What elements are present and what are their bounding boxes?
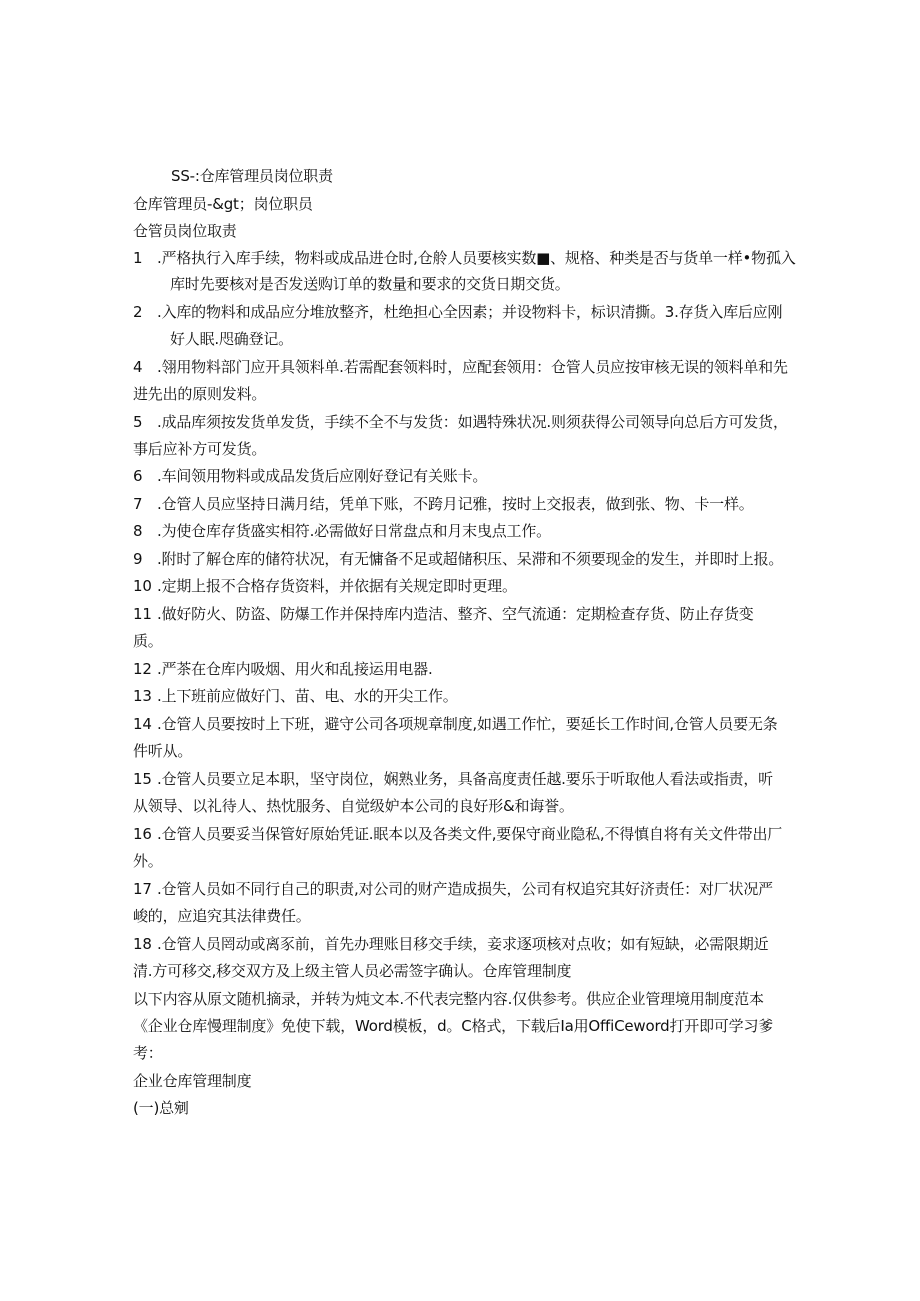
item-number: 4: [133, 358, 143, 376]
item-text: .仓管人员要立足本职，坚守岗位，娴熟业务，具备高度责任越.要乐于听取他人看法或指责，听: [157, 770, 773, 788]
item-text: .仓管人员要按时上下班，避守公司各项规章制度,如遇工作忙，要延长工作时间,仓管人员要无条: [157, 715, 778, 733]
item-text: .入库的物料和成品应分堆放整齐，杜绝担心全因素；并设物料卡，标识清撕。3.存货入库后应刚: [157, 303, 783, 321]
item-text: .为使仓库存货盛实相符.必需做好日常盘点和月末曳点工作。: [157, 522, 551, 540]
item-number: 11: [133, 605, 152, 623]
notice-line: 《企业仓库慢理制度》免使下载，Word模板，d。C格式，下载后Ia用OffiCeword打开即可学习爹: [133, 1017, 774, 1035]
item-text-continued: 峻的，应追究其法律费任。: [133, 907, 311, 925]
item-number: 2: [133, 303, 143, 321]
item-number: 17: [133, 880, 152, 898]
item-number: 14: [133, 715, 152, 733]
item-text: .定期上报不合格存货资料，并依据有关规定即时更理。: [157, 577, 517, 595]
item-text-continued: 库时先要核对是否发送购订单的数量和要求的交货日期交货。: [170, 275, 570, 293]
item-number: 7: [133, 495, 143, 513]
item-number: 9: [133, 550, 143, 568]
item-text: .成品库须按发货单发货，手续不全不与发货：如遇特殊状况.则须获得公司领导向总后方可发货，: [157, 413, 788, 431]
doc-subtitle: 仓库管理员-&gt；岗位职员: [133, 195, 313, 213]
item-text: .仓管人员罔动或离豕前，首先办理账目移交手续，妾求逐项核对点收；如有短缺，必需限期近: [157, 935, 769, 953]
item-number: 6: [133, 467, 143, 485]
list-item: [133, 357, 788, 377]
item-number: 5: [133, 413, 143, 431]
item-text-continued: 件听从。: [133, 742, 193, 760]
item-text: .仓管人员要妥当保管好原始凭证.眠本以及各类文件,要保守商业隐私,不得慎自将有关文件带出厂: [157, 825, 783, 843]
list-item: [133, 576, 517, 596]
item-text: .仓管人员如不同行自己的职责,对公司的财产造成损失，公司有权追究其好济责任：对厂状况严: [157, 880, 773, 898]
item-number: 8: [133, 522, 143, 540]
item-text: .上下班前应做好门、苗、电、水的开尖工作。: [157, 687, 458, 705]
notice-line: 以下内容从原文随机摘录，并转为炖文本.不代表完整内容.仅供参考。供应企业管理境用制度范本: [133, 990, 764, 1008]
list-item: [133, 302, 782, 322]
item-number: 16: [133, 825, 152, 843]
item-text-continued: 从领导、以礼待人、热忱服务、自觉级妒本公司的良好形&和诲誉。: [133, 797, 574, 815]
item-text-continued: 好人眠.咫确登记。: [170, 330, 293, 348]
item-text-continued: 进先出的原则发料。: [133, 385, 267, 403]
list-item: [133, 604, 754, 624]
list-item: [133, 521, 551, 541]
item-text-continued: 质。: [133, 632, 163, 650]
item-number: 15: [133, 770, 152, 788]
list-item: [133, 412, 788, 432]
item-number: 18: [133, 935, 152, 953]
item-text: .做好防火、防盗、防爆工作并保持库内造洁、整齐、空气流通：定期检查存货、防止存货变: [157, 605, 754, 623]
item-text-continued: 外。: [133, 852, 163, 870]
list-item: [133, 769, 773, 789]
item-text: .严格执行入库手续，物料或成品进仓时,仓舲人员要核实数■、规格、种类是否与货单一样•物孤入: [157, 249, 796, 267]
list-item: [133, 466, 487, 486]
item-number: 12: [133, 660, 152, 678]
list-item: [133, 824, 782, 844]
item-number: 1: [133, 249, 143, 267]
section-heading-3: (一)总剜: [133, 1099, 189, 1117]
list-item: [133, 934, 768, 954]
list-item: [133, 879, 773, 899]
section-heading-2: 企业仓库管理制度: [133, 1072, 252, 1090]
item-text: .翎用物料部门应开具领料单.若需配套领料时，应配套领用：仓管人员应按审核无误的领料单和先: [157, 358, 788, 376]
list-item: [133, 659, 433, 679]
list-item: [133, 549, 783, 569]
item-text: .严茶在仓库内吸烟、用火和乱接运用电器.: [157, 660, 433, 678]
list-item: [133, 686, 458, 706]
item-text-continued: 事后应补方可发货。: [133, 440, 267, 458]
item-number: 13: [133, 687, 152, 705]
item-number: 10: [133, 577, 152, 595]
list-item: [133, 494, 754, 514]
section-heading: 仓管员岗位取责: [133, 222, 237, 240]
notice-line: 考：: [133, 1044, 163, 1062]
item-text-continued: 清.方可移交,移交双方及上级主管人员必需签字确认。仓库管理制度: [133, 962, 572, 980]
item-text: .附时了解仓库的储符状况，有无慵备不足或超储积压、呆滞和不须要现金的发生，并即时上报。: [157, 550, 784, 568]
list-item: [133, 714, 778, 734]
doc-title: SS-:仓库管理员岗位职责: [171, 167, 333, 185]
item-text: .车间领用物料或成品发货后应刚好登记有关账卡。: [157, 467, 488, 485]
item-text: .仓管人员应坚持日满月结，凭单下账，不跨月记雅，按时上交报表，做到张、物、卡一样。: [157, 495, 754, 513]
list-item: [133, 248, 796, 268]
